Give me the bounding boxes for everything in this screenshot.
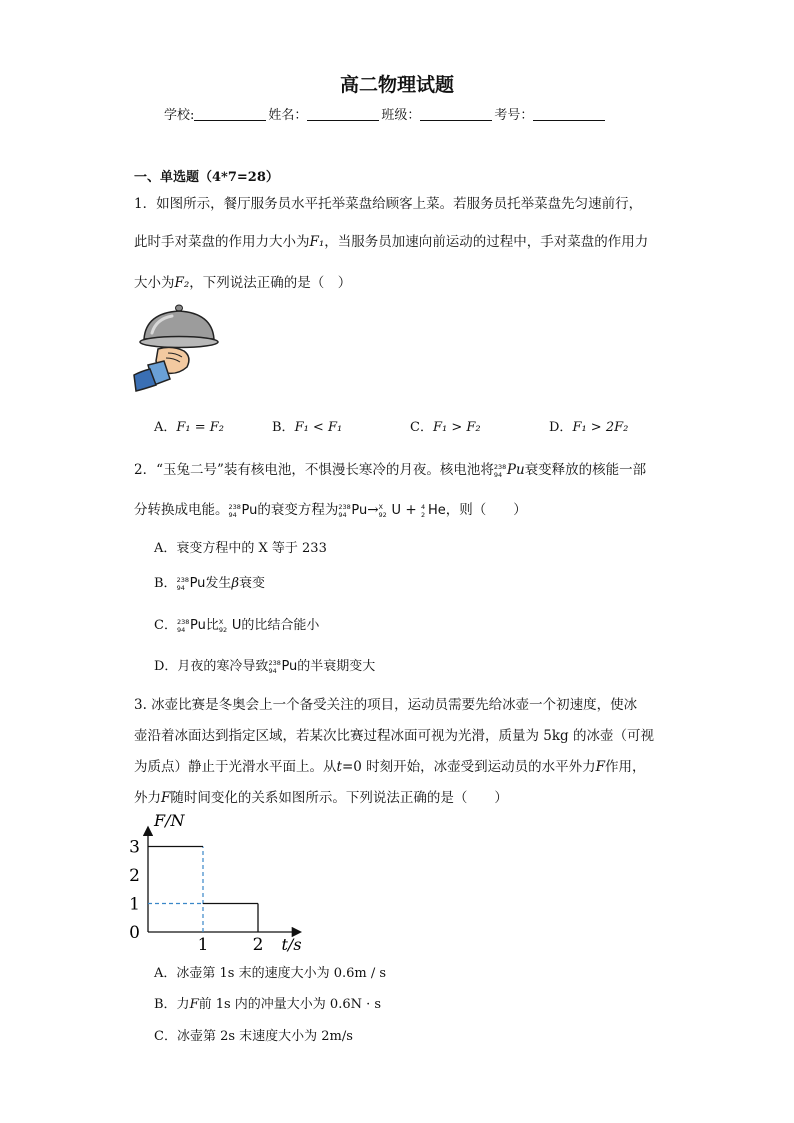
y-tick-0: 0 [129,923,140,943]
q2-option-b[interactable] [154,572,265,591]
q1-option-d-text: F₁ > 2F₂ [572,420,629,435]
pu-nuclide-notation [494,464,507,478]
class-label: 班级： [381,108,421,123]
q1-option-c[interactable] [410,416,481,435]
q1-line2-text-b: ，当服务员加速向前运动的过程中，手对菜盘的作用力 [324,234,649,250]
u-symbol: U [231,618,242,633]
pu-symbol: Pu [506,462,525,478]
f-variable: F [189,997,199,1012]
q1-option-d-label: D． [549,420,573,435]
q2-option-d[interactable] [154,655,375,674]
name-label: 姓名： [268,108,308,123]
q3-option-b[interactable] [154,993,381,1012]
pu-mass-number: 238 [493,462,507,471]
he-mass-number: 4 [420,502,426,511]
beta-symbol: β [231,576,239,591]
pu-mass-number: 238 [228,502,241,511]
waiter-plate-illustration [132,303,224,395]
u-mass-number: X [218,617,224,626]
exam-no-label: 考号： [494,108,534,123]
pu-nuclide-notation [177,577,190,591]
q2-option-d-label: D．月夜的寒冷导致 [154,659,269,674]
q1-option-b[interactable] [272,416,342,435]
q3-option-b-tail: 前 1s 内的冲量大小为 0.6N · s [198,997,382,1012]
u-atomic-number: 92 [218,625,228,634]
pu-symbol: Pu [281,659,298,674]
q3-line2: 壶沿着冰面达到指定区域，若某次比赛过程冰面可视为光滑，质量为 5kg 的冰壶（可视 [134,728,654,744]
student-info-line [164,104,607,123]
q3-line4-text-b: 随时间变化的关系如图所示。下列说法正确的是（ ） [170,790,508,806]
q1-option-b-label: B． [272,420,295,435]
pu-atomic-number: 94 [228,510,237,519]
q1-f1: F₁ [309,234,325,250]
q2-line2-text-c: ，则（ ） [445,502,527,518]
q3-line1: 3. 冰壶比赛是冬奥会上一个备受关注的项目，运动员需要先给冰壶一个初速度，使冰 [134,697,638,713]
pu-atomic-number: 94 [493,470,503,479]
he-symbol: He [427,503,446,518]
q2-option-c[interactable] [154,614,319,633]
q2-line2 [134,498,527,518]
q2-line1-text: 2．“玉兔二号”装有核电池，不惧漫长寒冷的月夜。核电池将 [134,462,494,478]
q2-option-b-text: 发生 [205,576,232,591]
q1-line2-text: 此时手对菜盘的作用力大小为 [134,234,310,250]
q3-line3-text: 为质点）静止于光滑水平面上。从 [134,759,337,775]
plus-sign: + [405,502,417,518]
pu-symbol: Pu [241,503,258,518]
q1-line3 [134,271,351,291]
q1-f2: F₂ [174,275,190,291]
x-tick-1: 1 [197,935,209,952]
y-tick-1: 1 [129,894,140,915]
q3-line3-text-b: =0 时刻开始，冰壶受到运动员的水平外力 [341,759,596,775]
reaction-arrow: → [367,502,379,518]
q1-option-c-text: F₁ > F₂ [432,420,481,435]
q1-option-a-label: A． [154,420,177,435]
q2-line2-text-b: 的衰变方程为 [257,502,339,518]
class-blank[interactable] [420,106,492,121]
q1-option-a-text: F₁ = F₂ [176,420,225,435]
x-axis-label: t/s [281,935,302,952]
school-label: 学校: [164,108,195,123]
q2-option-c-mid: 比 [205,618,219,633]
name-blank[interactable] [307,106,379,121]
school-blank[interactable] [194,106,266,121]
x-tick-2: 2 [252,935,264,952]
y-tick-2: 2 [129,866,140,886]
q2-option-a[interactable]: A．衰变方程中的 X 等于 233 [154,541,327,556]
q3-line3-text-c: 作用， [605,759,646,775]
force-time-chart [126,810,312,952]
q1-option-a[interactable] [154,416,224,435]
q3-line4 [134,786,508,806]
pu-atomic-number: 94 [176,625,186,634]
pu-mass-number: 238 [268,658,281,667]
q2-option-b-label: B． [154,576,177,591]
q2-option-d-tail: 的半衰期变大 [297,659,376,674]
q2-line2-text: 分转换成电能。 [134,502,229,518]
q3-option-c[interactable]: C．冰壶第 2s 末速度大小为 2m/s [154,1029,353,1044]
u-nuclide-notation [219,619,232,633]
u-symbol: U [391,503,402,518]
pu-nuclide-notation [268,660,281,674]
q1-line3-text: 大小为 [134,275,175,291]
q1-line3-text-b: ，下列说法正确的是（ ） [189,275,352,291]
pu-atomic-number: 94 [176,583,185,592]
q1-line1: 1．如图所示，餐厅服务员水平托举菜盘给顾客上菜。若服务员托举菜盘先匀速前行， [134,196,643,212]
pu-mass-number: 238 [176,575,189,584]
f-variable: F [595,759,606,775]
pu-nuclide-notation [177,619,190,633]
pu-atomic-number: 94 [268,666,277,675]
q1-line2 [134,230,648,250]
pu-mass-number: 238 [176,617,190,626]
pu-mass-number: 238 [338,502,351,511]
pu-symbol: Pu [351,503,368,518]
pu-nuclide-notation [338,504,351,518]
y-tick-3: 3 [129,837,140,858]
page-title: 高二物理试题 [339,74,454,96]
he-atomic-number: 2 [420,510,426,519]
pu-symbol: Pu [189,576,206,591]
q1-option-d[interactable] [549,416,628,435]
exam-no-blank[interactable] [533,106,605,121]
q1-option-b-text: F₁ < F₁ [294,420,343,435]
q2-option-c-label: C． [154,618,177,633]
t-variable: t [336,759,342,775]
q3-line3 [134,755,646,775]
pu-symbol: Pu [189,618,206,633]
f-variable: F [161,790,171,806]
pu-atomic-number: 94 [338,510,347,519]
section-heading: 一、单选题（4*7=28） [134,170,279,185]
q3-option-b-text: B．力 [154,997,190,1012]
y-axis-label: F/N [154,811,185,830]
u-atomic-number: 92 [378,510,387,519]
q3-option-a[interactable]: A．冰壶第 1s 末的速度大小为 0.6m / s [154,966,387,981]
pu-nuclide-notation [229,504,242,518]
q3-line4-text: 外力 [134,790,161,806]
he-nuclide-notation [421,504,428,518]
q2-line1-text-b: 衰变释放的核能一部 [524,462,647,478]
u-nuclide-notation [379,504,392,518]
q2-option-b-tail: 衰变 [238,576,265,591]
u-mass-number: X [378,502,383,511]
q1-option-c-label: C． [410,420,433,435]
q2-line1 [134,458,646,478]
q2-option-c-tail: 的比结合能小 [241,618,320,633]
